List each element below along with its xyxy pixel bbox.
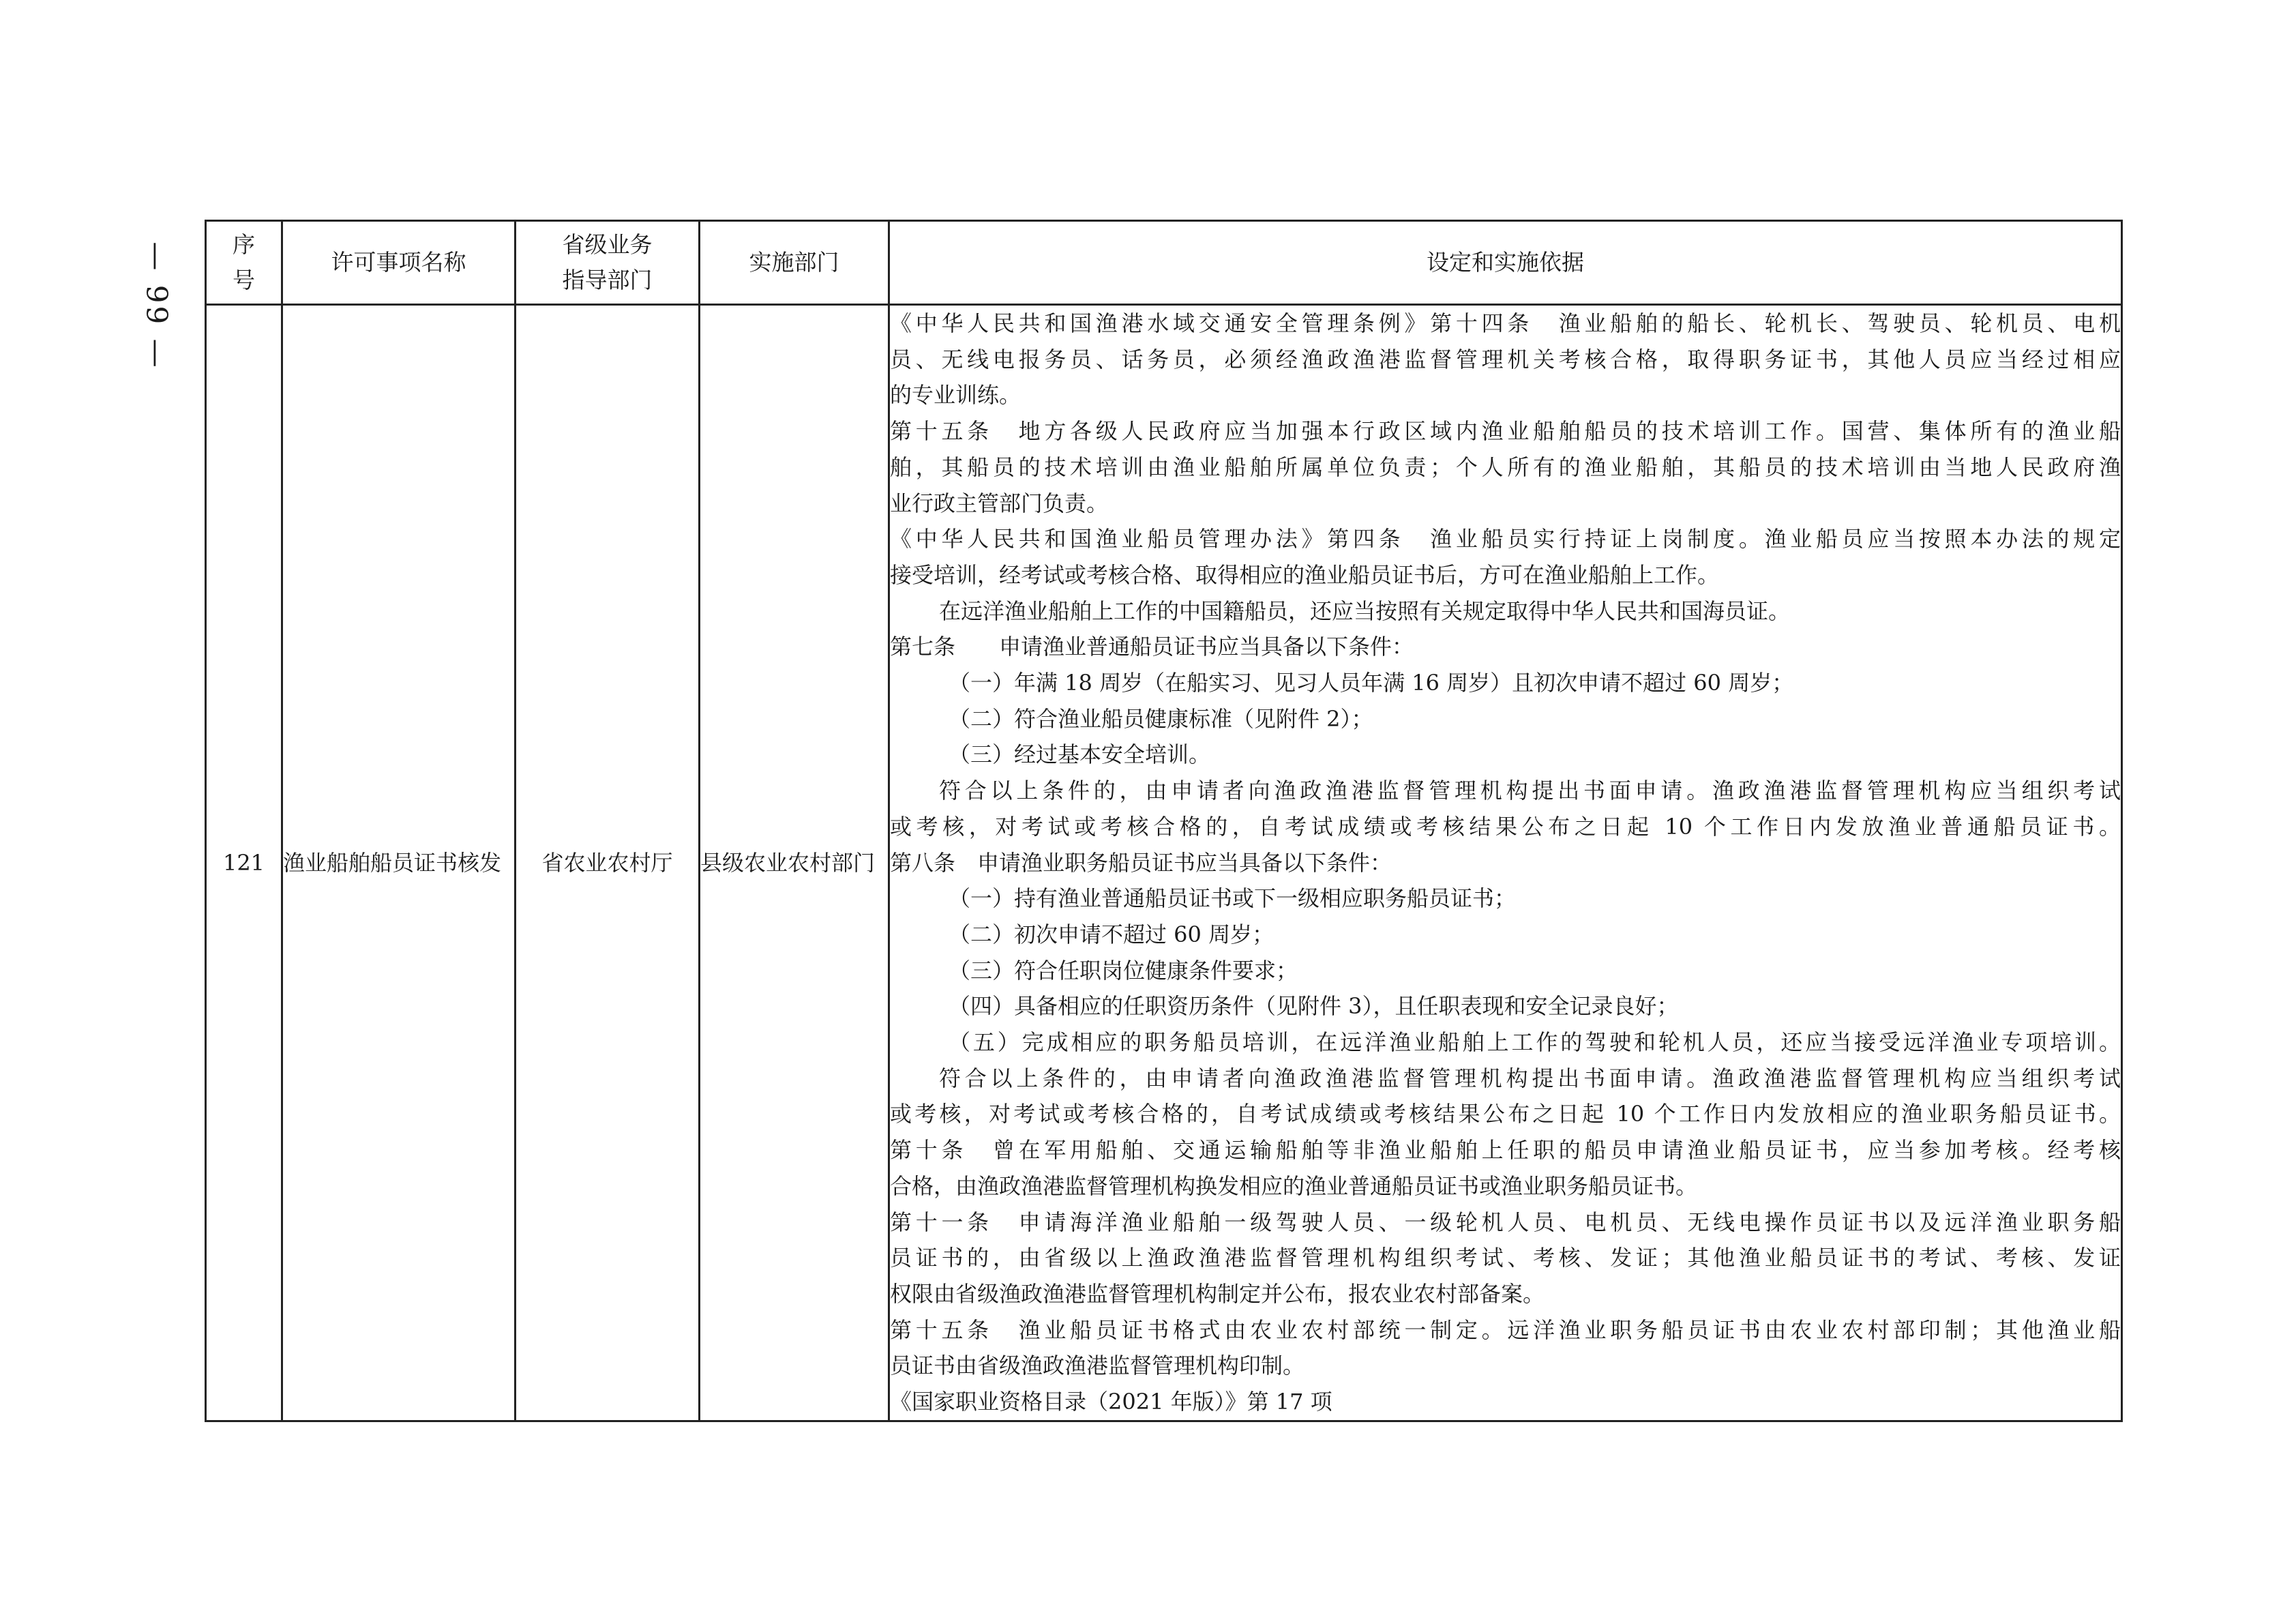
basis-line: 第十条 曾在军用船舶、交通运输船舶等非渔业船舶上任职的船员申请渔业船员证书，应当参加考核。经考核 — [890, 1137, 2121, 1164]
basis-line: 符合以上条件的，由申请者向渔政渔港监督管理机构提出书面申请。渔政渔港监督管理机构应当组织考试 — [939, 778, 2121, 804]
basis-line: 在远洋渔业船舶上工作的中国籍船员，还应当按照有关规定取得中华人民共和国海员证。 — [939, 597, 1791, 624]
basis-line: （二）初次申请不超过 60 周岁； — [949, 921, 1274, 947]
basis-line: 员证书的，由省级以上渔政渔港监督管理机构组织考试、考核、发证；其他渔业船员证书的考试、考核、发证 — [890, 1245, 2121, 1271]
header-implementing-dept: 实施部门 — [700, 221, 889, 305]
basis-line: 第七条 申请渔业普通船员证书应当具备以下条件： — [890, 634, 1414, 660]
header-item-name: 许可事项名称 — [282, 221, 516, 305]
basis-line: 符合以上条件的，由申请者向渔政渔港监督管理机构提出书面申请。渔政渔港监督管理机构应当组织考试 — [939, 1065, 2121, 1091]
cell-implementing-dept: 县级农业农村部门 — [700, 305, 889, 1421]
basis-line: 权限由省级渔政渔港监督管理机构制定并公布，报农业农村部备案。 — [890, 1280, 1545, 1307]
basis-line: 业行政主管部门负责。 — [890, 490, 1109, 516]
basis-line: 员证书由省级渔政渔港监督管理机构印制。 — [890, 1353, 1305, 1379]
basis-line: （三）符合任职岗位健康条件要求； — [949, 957, 1298, 984]
table-row — [206, 305, 2122, 1421]
basis-line: （三）经过基本安全培训。 — [949, 741, 1211, 768]
basis-line: （四）具备相应的任职资历条件（见附件 3），且任职表现和安全记录良好； — [949, 993, 1679, 1020]
table-header-row — [206, 221, 2122, 305]
basis-line: 或考核，对考试或考核合格的，自考试成绩或考核结果公布之日起 10 个工作日内发放相应的渔业职务船员证书。 — [890, 1101, 2121, 1127]
basis-line: 第十五条 地方各级人民政府应当加强本行政区域内渔业船舶船员的技术培训工作。国营、集体所有的渔业船 — [890, 418, 2121, 445]
header-basis: 设定和实施依据 — [889, 221, 2122, 305]
basis-line: （一）持有渔业普通船员证书或下一级相应职务船员证书； — [949, 885, 1517, 912]
header-serial-number: 序 号 — [206, 221, 282, 305]
cell-serial-number: 121 — [206, 305, 282, 1421]
license-table — [205, 220, 2123, 1422]
basis-line: （五）完成相应的职务船员培训，在远洋渔业船舶上工作的驾驶和轮机人员，还应当接受远洋渔业专项培训。 — [949, 1029, 2121, 1056]
basis-line: 《国家职业资格目录（2021 年版）》第 17 项 — [890, 1389, 1332, 1415]
basis-line: 员、无线电报务员、话务员，必须经渔政渔港监督管理机关考核合格，取得职务证书，其他人员应当经过相应 — [890, 346, 2121, 372]
header-provincial-dept: 省级业务 指导部门 — [516, 221, 700, 305]
basis-line: 舶，其船员的技术培训由渔业船舶所属单位负责；个人所有的渔业船舶，其船员的技术培训由当地人民政府渔 — [890, 454, 2121, 480]
basis-line: （二）符合渔业船员健康标准（见附件 2）； — [949, 705, 1373, 732]
page-number-text: — 99 — — [140, 241, 174, 370]
cell-item-name: 渔业船舶船员证书核发 — [282, 305, 516, 1421]
basis-line: （一）年满 18 周岁（在船实习、见习人员年满 16 周岁）且初次申请不超过 60 周岁； — [949, 670, 1794, 696]
basis-line: 第八条 申请渔业职务船员证书应当具备以下条件： — [890, 849, 1392, 876]
basis-line: 或考核，对考试或考核合格的，自考试成绩或考核结果公布之日起 10 个工作日内发放渔业普通船员证书。 — [890, 813, 2121, 840]
basis-line: 《中华人民共和国渔业船员管理办法》第四条 渔业船员实行持证上岗制度。渔业船员应当按照本办法的规定 — [890, 526, 2121, 552]
basis-line: 的专业训练。 — [890, 382, 1022, 409]
basis-line: 第十五条 渔业船员证书格式由农业农村部统一制定。远洋渔业职务船员证书由农业农村部印制；其他渔业船 — [890, 1316, 2121, 1343]
basis-line: 第十一条 申请海洋渔业船舶一级驾驶人员、一级轮机人员、电机员、无线电操作员证书以及远洋渔业职务船 — [890, 1209, 2121, 1235]
basis-line: 合格，由渔政渔港监督管理机构换发相应的渔业普通船员证书或渔业职务船员证书。 — [890, 1172, 1698, 1199]
page-number — [109, 217, 205, 394]
basis-line: 接受培训，经考试或考核合格、取得相应的渔业船员证书后，方可在渔业船舶上工作。 — [890, 561, 1720, 588]
cell-basis — [889, 305, 2122, 1421]
basis-line: 《中华人民共和国渔港水域交通安全管理条例》第十四条 渔业船舶的船长、轮机长、驾驶员、轮机员、电机 — [890, 310, 2121, 336]
cell-provincial-dept: 省农业农村厅 — [516, 305, 700, 1421]
